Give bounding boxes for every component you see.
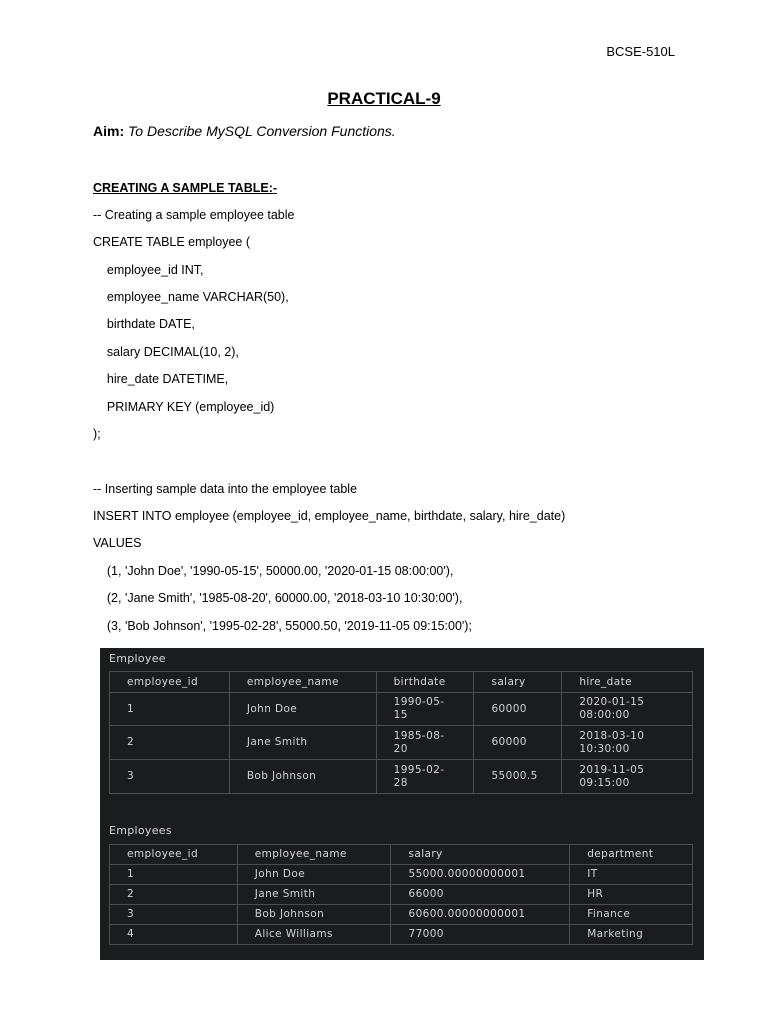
table-cell: IT (570, 865, 693, 885)
table-cell: 2019-11-05 09:15:00 (562, 760, 693, 794)
column-header: hire_date (562, 672, 693, 693)
code-line: employee_id INT, (93, 263, 204, 277)
code-line: CREATE TABLE employee ( (93, 235, 251, 249)
table-cell: 60000 (474, 693, 562, 726)
column-header: department (570, 845, 693, 865)
table-row (110, 693, 693, 726)
table-cell: 1985-08- 20 (376, 726, 474, 760)
course-code: BCSE-510L (606, 44, 675, 59)
table-cell: John Doe (237, 865, 391, 885)
table-cell: Jane Smith (229, 726, 376, 760)
column-header: employee_name (237, 845, 391, 865)
table-cell: 77000 (391, 925, 570, 945)
table-cell: 1 (110, 865, 238, 885)
code-line: VALUES (93, 536, 142, 550)
column-header: employee_id (110, 845, 238, 865)
code-line: -- Inserting sample data into the employee table (93, 482, 358, 496)
table-cell: 2018-03-10 10:30:00 (562, 726, 693, 760)
column-header: birthdate (376, 672, 474, 693)
employee-table-caption: Employee (109, 652, 166, 665)
page-title: PRACTICAL-9 (327, 89, 441, 108)
code-line: birthdate DATE, (93, 317, 195, 331)
query-output-screenshot (100, 648, 704, 960)
employee-result-table (109, 671, 693, 794)
aim-label: Aim: (93, 123, 125, 139)
table-cell: 60600.00000000001 (391, 905, 570, 925)
table-cell: 66000 (391, 885, 570, 905)
code-line: INSERT INTO employee (employee_id, employee_name, birthdate, salary, hire_date) (93, 509, 566, 523)
code-line: hire_date DATETIME, (93, 372, 229, 386)
table-cell: Finance (570, 905, 693, 925)
table-cell: 2 (110, 726, 230, 760)
table-cell: Jane Smith (237, 885, 391, 905)
table-cell: Bob Johnson (237, 905, 391, 925)
aim-line (93, 123, 396, 139)
section-heading: CREATING A SAMPLE TABLE:- (93, 181, 278, 195)
table-cell: 55000.00000000001 (391, 865, 570, 885)
employees-result-table (109, 844, 693, 945)
code-line: (1, 'John Doe', '1990-05-15', 50000.00, '2020-01-15 08:00:00'), (93, 564, 454, 578)
table-header-row (110, 845, 693, 865)
code-line: employee_name VARCHAR(50), (93, 290, 289, 304)
table-row (110, 760, 693, 794)
table-cell: 4 (110, 925, 238, 945)
table-row (110, 885, 693, 905)
table-cell: 1990-05- 15 (376, 693, 474, 726)
table-header-row (110, 672, 693, 693)
table-row (110, 925, 693, 945)
code-line: salary DECIMAL(10, 2), (93, 345, 239, 359)
table-row (110, 865, 693, 885)
table-cell: 1 (110, 693, 230, 726)
table-cell: 3 (110, 905, 238, 925)
table-cell: 3 (110, 760, 230, 794)
table-row (110, 726, 693, 760)
table-cell: Bob Johnson (229, 760, 376, 794)
column-header: employee_name (229, 672, 376, 693)
table-cell: 55000.5 (474, 760, 562, 794)
code-line: (2, 'Jane Smith', '1985-08-20', 60000.00, '2018-03-10 10:30:00'), (93, 591, 463, 605)
table-row (110, 905, 693, 925)
code-line: (3, 'Bob Johnson', '1995-02-28', 55000.50, '2019-11-05 09:15:00'); (93, 619, 472, 633)
table-cell: 60000 (474, 726, 562, 760)
table-cell: 2 (110, 885, 238, 905)
table-cell: Marketing (570, 925, 693, 945)
code-line: -- Creating a sample employee table (93, 208, 295, 222)
table-cell: 1995-02- 28 (376, 760, 474, 794)
code-line: PRIMARY KEY (employee_id) (93, 400, 275, 414)
column-header: salary (391, 845, 570, 865)
aim-text: To Describe MySQL Conversion Functions. (128, 123, 396, 139)
employees-table-caption: Employees (109, 824, 172, 837)
table-cell: HR (570, 885, 693, 905)
table-cell: 2020-01-15 08:00:00 (562, 693, 693, 726)
column-header: salary (474, 672, 562, 693)
table-cell: John Doe (229, 693, 376, 726)
table-cell: Alice Williams (237, 925, 391, 945)
code-line: ); (93, 427, 101, 441)
column-header: employee_id (110, 672, 230, 693)
